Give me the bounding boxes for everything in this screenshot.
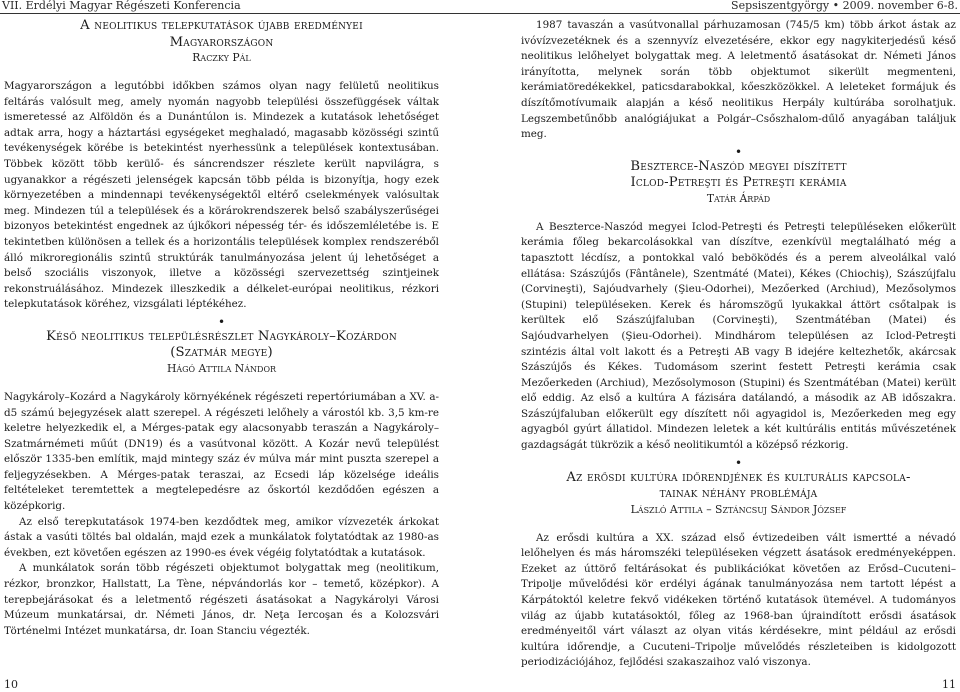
page-number-right: 11 [942,678,956,691]
article-continuation: 1987 tavaszán a vasútvonallal párhuzamosan (745/5 km) több árkot ástak az ivóvízvezetéknek és a szennyvíz elvezetésére, ekkor egy nagykiterjedésű késő neolitikus lelőhelyet bolygattak meg. A leletmentő ásatásokat dr. Németi János irányította, melynek során több objektumot sikerült megmenteni, kerámiatöredékekkel, paticsdarabokkal, kőeszközökkel. A leleteket formájuk és díszítőmotívumaik alapján a késő neolitikus Herpály kultúrába sorolhatjuk. Legszembetűnőbb analógiájukat a Polgár–Csőszhalom-dűlő anyagában találjuk meg. [521,19,956,141]
article-author: Raczky Pál [192,51,251,64]
running-header [0,0,960,13]
article-title: Az erősdi kultúra időrendjének és kulturális kapcsola- [566,469,911,485]
article-title-line2: Iclod-Petreşti és Petreşti kerámia [630,175,847,191]
right-column [521,18,956,671]
section-bullet-icon: • [217,314,226,329]
conference-place-date: Sepsiszentgyörgy • 2009. november 6-8. [731,0,958,12]
article-nagykaroly-kozard [4,329,439,640]
article-body: A Beszterce-Naszód megyei Iclod-Petreşti és Petreşti településeken előkerült kerámia főleg bekarcolásokkal van díszítve, ezenkívül megtalálható még a tapasztott lécdísz, a pontokkal való beböködés és a perem alveolálkal való ellátása: Szászújős (Fântânele), Szentmáté (Matei), Kékes (Chiochiş), Szászújfalu (Corvineşti), Sajóudvarhely (Şieu-Odorhei), Mezőerked (Archiud), Mezősolymos (Stupini) településeken. Kerek és háromszögű lyukakkal áttört csőtalpak is kerültek elő Szászújfaluban (Corvineşti), Szentmátéban (Matei) és Sajóudvarhelyen (Şieu-Odorhei). Mindhárom településen az Iclod-Petreşti szintézis által volt lakott és a Petreşti AB vagy B idejére keltezhetők, akárcsak Szászújős és Kékes. Tudomásom szerint festett Petreşti kerámia csak Mezőerkeden (Archiud), Mezősolymoson (Stupini) és Szentmátéban (Matei) került elő eddig. Az első a kultúra A fázisára datálandó, a második az AB időszakra. Szászújfaluban előkerült egy díszített női agyagidol is, Mezőerkeden meg egy agyagból gyúrt állatidol. Mindezen leletek a két kultúrális entitás művészetének gazdagságát tükrözik a késő neolitikumtól a középső rézkorig. [521,220,956,452]
article-paragraph: Az első terepkutatások 1974-ben kezdődtek meg, amikor vízvezeték árkokat ástak a vasúti töltés bal oldalán, majd ezek a munkálatok folytatódtak az 1980-as években, ezt követően egészen az 1990-es évek végéig folytatódtak a kutatások. [4,515,439,559]
article-neolithic-settlements [4,18,439,313]
article-title: Késő neolitikus településrészlet Nagykároly–Kozárdon [46,328,397,344]
article-title-line2: tainak néhány problémája [659,486,818,502]
article-title-line2: Magyarországon [169,34,274,50]
page-number-left: 10 [4,678,18,691]
header-rule [0,13,960,14]
left-column [4,18,439,639]
section-bullet-icon: • [734,144,743,159]
article-author: László Attila – Sztáncsuj Sándor József [630,502,847,516]
article-paragraph: Nagykároly–Kozárd a Nagykároly környékének régészeti repertóriumában a XV. a-d5 számú bejegyzések alatt szerepel. A régészeti lelőhely a várostól kb. 3,5 km-re keletre helyezkedik el, a Mérges-patak egy alacsonyabb teraszán a Nagykároly–Szatmárnémeti műút (DN19) és a vasútvonal között. A Kozár nevű települést először 1335-ben említik, majd mintegy száz év múlva már mint puszta szerepel a feljegyzésekben. A Mérges-patak teraszai, az Ecsedi láp közelsége ideális feltételeket teremtettek a megtelepedésre az őskortól kezdődően egészen a középkorig. [4,390,439,513]
article-author: Hágó Attila Nándor [166,361,277,375]
article-title: A neolitikus telepkutatások újabb eredményei [80,18,363,33]
article-paragraph: A munkálatok során több régészeti objektumot bolygattak meg (neolitikum, rézkor, bronzkor, Hallstatt, La Tène, népvándorlás kor – temető, középkor). A terepbejárásokat és a leletmentő régészeti ásatásokat a Nagykárolyi Városi Múzeum munkatársai, dr. Németi János, dr. Neţa Iercoşan és a Kolozsvári Történelmi Intézet munkatársa, dr. Ioan Stanciu végezték. [4,562,439,637]
article-body: Az erősdi kultúra a XX. század első évtizedeiben vált ismertté a névadó lelőhelyen és más háromszéki településeken végzett ásatások eredményeképpen. Ezeket az úttörő feltárásokat és publikációkat követően az Erősd–Cucuteni–Tripolje művelődési kör erdélyi ágának tanulmányozása nem tartott lépést a Kárpátoktól keletre fekvő vidékeken történő kutatások ütemével. A tudományos világ az újabb kutatásoktól, főleg az 1968-ban újraindított erősdi ásatások eredményeitől várt választ az olyan vitás kérdésekre, mint például az erősdi kultúra időrendje, a Cucuteni–Tripolje művelődés részleteiben is kidolgozott periodizációjához, fejlődési szakaszaihoz való viszonya. [521,531,956,669]
article-body: Magyarországon a legutóbbi időkben számos olyan nagy felületű neolitikus feltárás valósult meg, amely nyomán nagyobb települési összefüggések váltak ismeretessé az Alföldön és a Dunántúlon is. Mindezek a kutatások lehetőséget adtak arra, hogy a háztartási egységeket meghaladó, magasabb közösségi szintű tevékenységek körébe is betekintést nyerhessünk a települések kontextusában. Többek között több kerülő- és sáncrendszer részlete került napvilágra, s ugyanakkor a régészeti jelenségek kapcsán több példa is bizonyítja, hogy ezek környezetében a mindennapi tevékenységektől eltérő cselekmények valósultak meg. Mindezen túl a települések és a körárokrendszerek belső szabályszerűségei bizonyos betekintést engednek az újkőkori népesség tér- és időszemléletébe is. E tekintetben különösen a tellek és a horizontális települések komplex rendszeréből álló mikroregionális szintű struktúrák tanulmányozása jelent új lehetőséget a belső szociális viszonyok, illetve a közösségi szervezettség szintjeinek rekonstruálásához. Mindezek illeszkedik a délkelet-európai neolitikus, rézkori telepkutatások köréhez, vizsgálati léptékéhez. [4,80,439,311]
article-author: Tatár Árpád [706,191,771,205]
article-erosd-culture [521,470,956,671]
article-title-line2: (Szatmár megye) [170,345,273,361]
section-bullet-icon: • [734,455,743,470]
article-title: Beszterce-Naszód megyei díszített [630,158,847,174]
article-beszterce-naszod-ceramics [521,159,956,454]
conference-title: VII. Erdélyi Magyar Régészeti Konferencia [2,0,241,12]
